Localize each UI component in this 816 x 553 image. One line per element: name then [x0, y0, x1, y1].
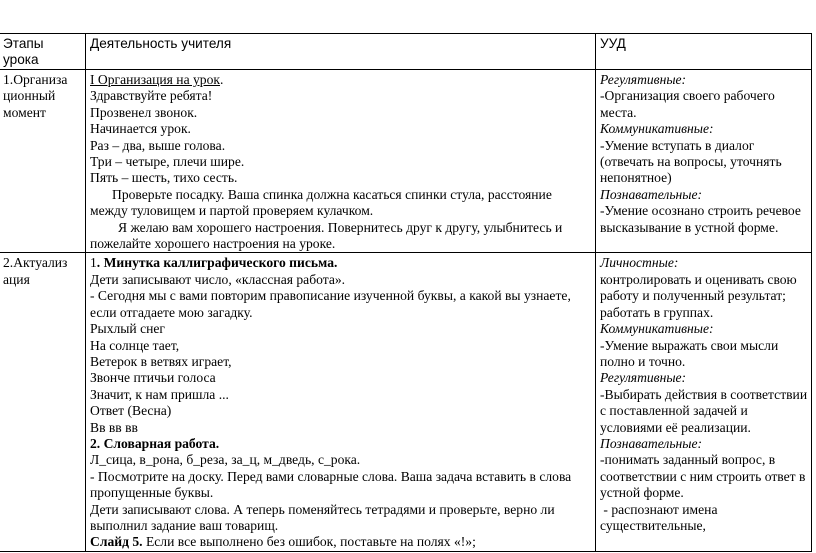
section-title: 2. Словарная работа.	[90, 435, 220, 451]
header-stage-line: урока	[3, 52, 39, 68]
text-line: Дети записывают число, «классная работа».	[90, 271, 346, 287]
poem-line: Ветерок в ветвях играет,	[90, 353, 232, 369]
text-line: Пять – шесть, тихо сесть.	[90, 170, 238, 186]
slide-line	[90, 534, 592, 550]
section-title	[90, 72, 592, 88]
poem-line: Звонче птичьи голоса	[90, 370, 216, 386]
slide-label: Слайд 5.	[90, 534, 143, 550]
header-stage-line: Этапы	[3, 36, 44, 51]
poem-line: На солнце тает,	[90, 337, 180, 353]
uud-category: Коммуникативные:	[600, 121, 714, 137]
poem-line: Вв вв вв	[90, 419, 138, 435]
teacher-cell	[86, 70, 596, 253]
uud-cell	[596, 70, 812, 253]
uud-category: Познавательные:	[600, 186, 703, 202]
paragraph: Я желаю вам хорошего настроения. Повернитесь друг к другу, улыбнитесь и пожелайте хорошего настроения на уроке.	[90, 219, 563, 252]
text-line: Три – четыре, плечи шире.	[90, 154, 245, 170]
slide-text: Если все выполнено без ошибок, поставьте на полях «!»;	[142, 534, 476, 550]
poem-line: Ответ (Весна)	[90, 403, 172, 419]
text-line: Здравствуйте ребята!	[90, 88, 213, 104]
header-teacher-label: Деятельность учителя	[90, 36, 232, 51]
stage-cell	[0, 70, 86, 253]
uud-category: Личностные:	[600, 255, 679, 271]
text-line: Начинается урок.	[90, 121, 191, 137]
stage-line: ционный	[3, 88, 56, 104]
stage-line: 2.Актуализ	[3, 255, 68, 271]
text-line: Раз – два, выше голова.	[90, 137, 226, 153]
header-teacher	[86, 34, 596, 70]
header-row	[0, 34, 812, 70]
lesson-plan-table	[0, 33, 812, 552]
stage-line: ация	[3, 271, 30, 287]
text-line: Прозвенел звонок.	[90, 104, 198, 120]
uud-text: - распознают имена существительные,	[600, 501, 721, 533]
uud-text: контролировать и оценивать свою работу и полученный результат; работать в группах.	[600, 271, 797, 320]
section-number: 1	[90, 255, 97, 271]
uud-cell	[596, 253, 812, 551]
stage-line: 1.Организа	[3, 72, 68, 87]
section-title-text: . Минутка каллиграфического письма.	[96, 255, 338, 271]
paragraph: Дети записывают слова. А теперь поменяйтесь тетрадями и проверьте, верно ли выполнил задание ваш товарищ.	[90, 501, 555, 533]
section-title-tail: .	[220, 72, 224, 87]
stage-cell	[0, 253, 86, 551]
text-line: Л_сица, в_рона, б_реза, за_ц, м_дведь, с_рока.	[90, 452, 361, 468]
paragraph: - Посмотрите на доску. Перед вами словарные слова. Ваша задача вставить в слова пропущенные буквы.	[90, 468, 572, 501]
header-stage	[0, 34, 86, 70]
uud-category: Регулятивные:	[600, 72, 687, 87]
header-uud	[596, 34, 812, 70]
uud-category: Регулятивные:	[600, 370, 687, 386]
table-row	[0, 70, 812, 253]
uud-text: -Умение выражать свои мысли полно и точно.	[600, 337, 779, 369]
table-row	[0, 253, 812, 551]
uud-text: -Умение вступать в диалог (отвечать на вопросы, уточнять непонятное)	[600, 137, 782, 186]
uud-text: -понимать заданный вопрос, в соответствии с ним строить ответ в устной форме.	[600, 452, 806, 501]
uud-text: -Выбирать действия в соответствии с поставленной задачей и условиями её реализации.	[600, 386, 808, 435]
teacher-cell	[86, 253, 596, 551]
section-title	[90, 255, 592, 271]
stage-line: момент	[3, 104, 46, 120]
uud-text: -Умение осознано строить речевое высказывание в устной форме.	[600, 203, 801, 235]
uud-text: -Организация своего рабочего места.	[600, 88, 775, 120]
section-title-text: I Организация на урок	[90, 72, 221, 87]
uud-category: Познавательные:	[600, 435, 703, 451]
poem-line: Рыхлый снег	[90, 321, 165, 337]
paragraph: - Сегодня мы с вами повторим правописание изученной буквы, а какой вы узнаете, если отгадаете мою загадку.	[90, 288, 571, 320]
paragraph: Проверьте посадку. Ваша спинка должна касаться спинки стула, расстояние между туловищем и партой проверяем кулачком.	[90, 186, 552, 219]
uud-category: Коммуникативные:	[600, 321, 714, 337]
header-uud-label: УУД	[600, 36, 626, 51]
poem-line: Значит, к нам пришла ...	[90, 386, 229, 402]
